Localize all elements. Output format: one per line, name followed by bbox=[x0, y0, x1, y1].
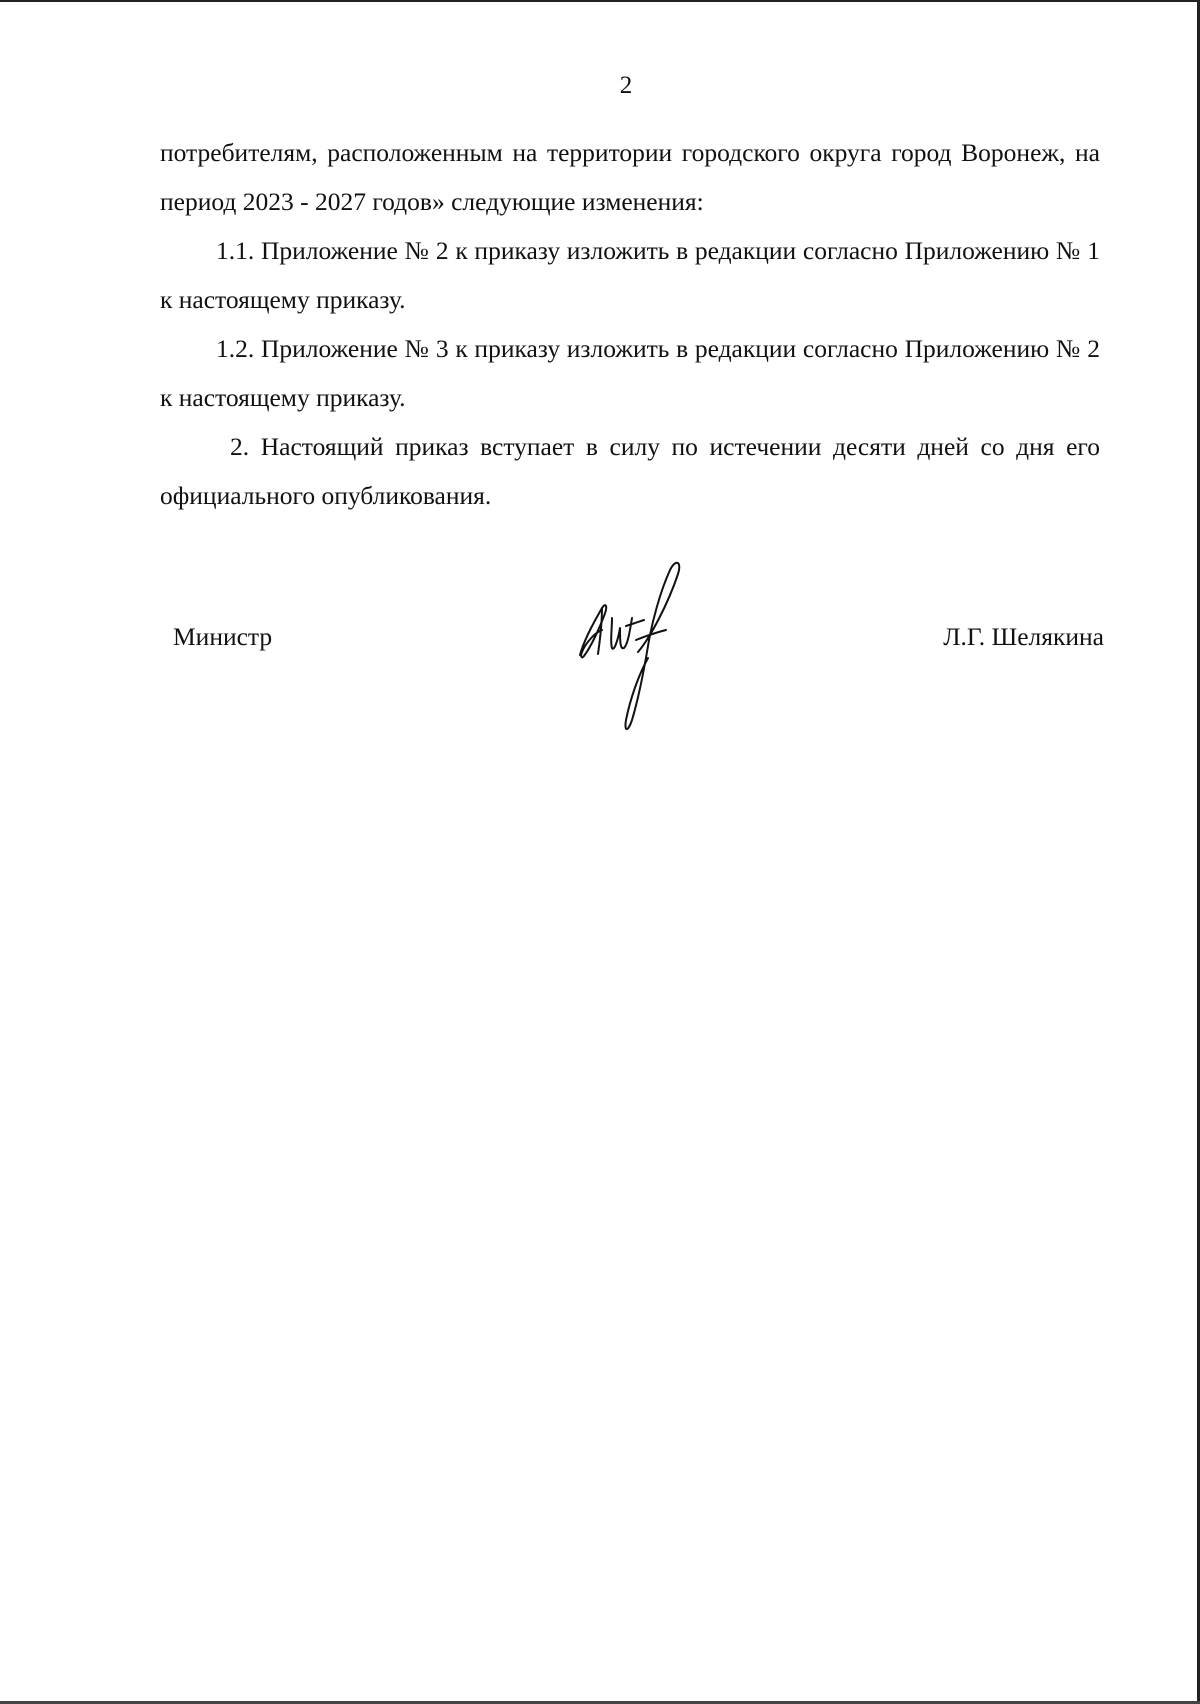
document-body bbox=[160, 128, 1100, 520]
signatory-name: Л.Г. Шелякина bbox=[943, 622, 1104, 651]
signatory-position: Министр bbox=[173, 622, 273, 651]
page-number: 2 bbox=[619, 72, 633, 99]
scan-edge-top bbox=[0, 0, 1200, 2]
paragraph-item-2: 2. Настоящий приказ вступает в силу по истечении десяти дней со дня его официального опубликования. bbox=[160, 432, 1100, 510]
signature-block bbox=[0, 560, 1200, 760]
paragraph-continuation: потребителям, расположенным на территории городского округа город Воронеж, на период 2023 - 2027 годов» следующие изменения: bbox=[160, 138, 1100, 216]
paragraph-item-1-2: 1.2. Приложение № 3 к приказу изложить в редакции согласно Приложению № 2 к настоящему приказу. bbox=[160, 334, 1100, 412]
paragraph-item-1-1: 1.1. Приложение № 2 к приказу изложить в редакции согласно Приложению № 1 к настоящему приказу. bbox=[160, 236, 1100, 314]
handwritten-signature-icon bbox=[572, 560, 712, 740]
